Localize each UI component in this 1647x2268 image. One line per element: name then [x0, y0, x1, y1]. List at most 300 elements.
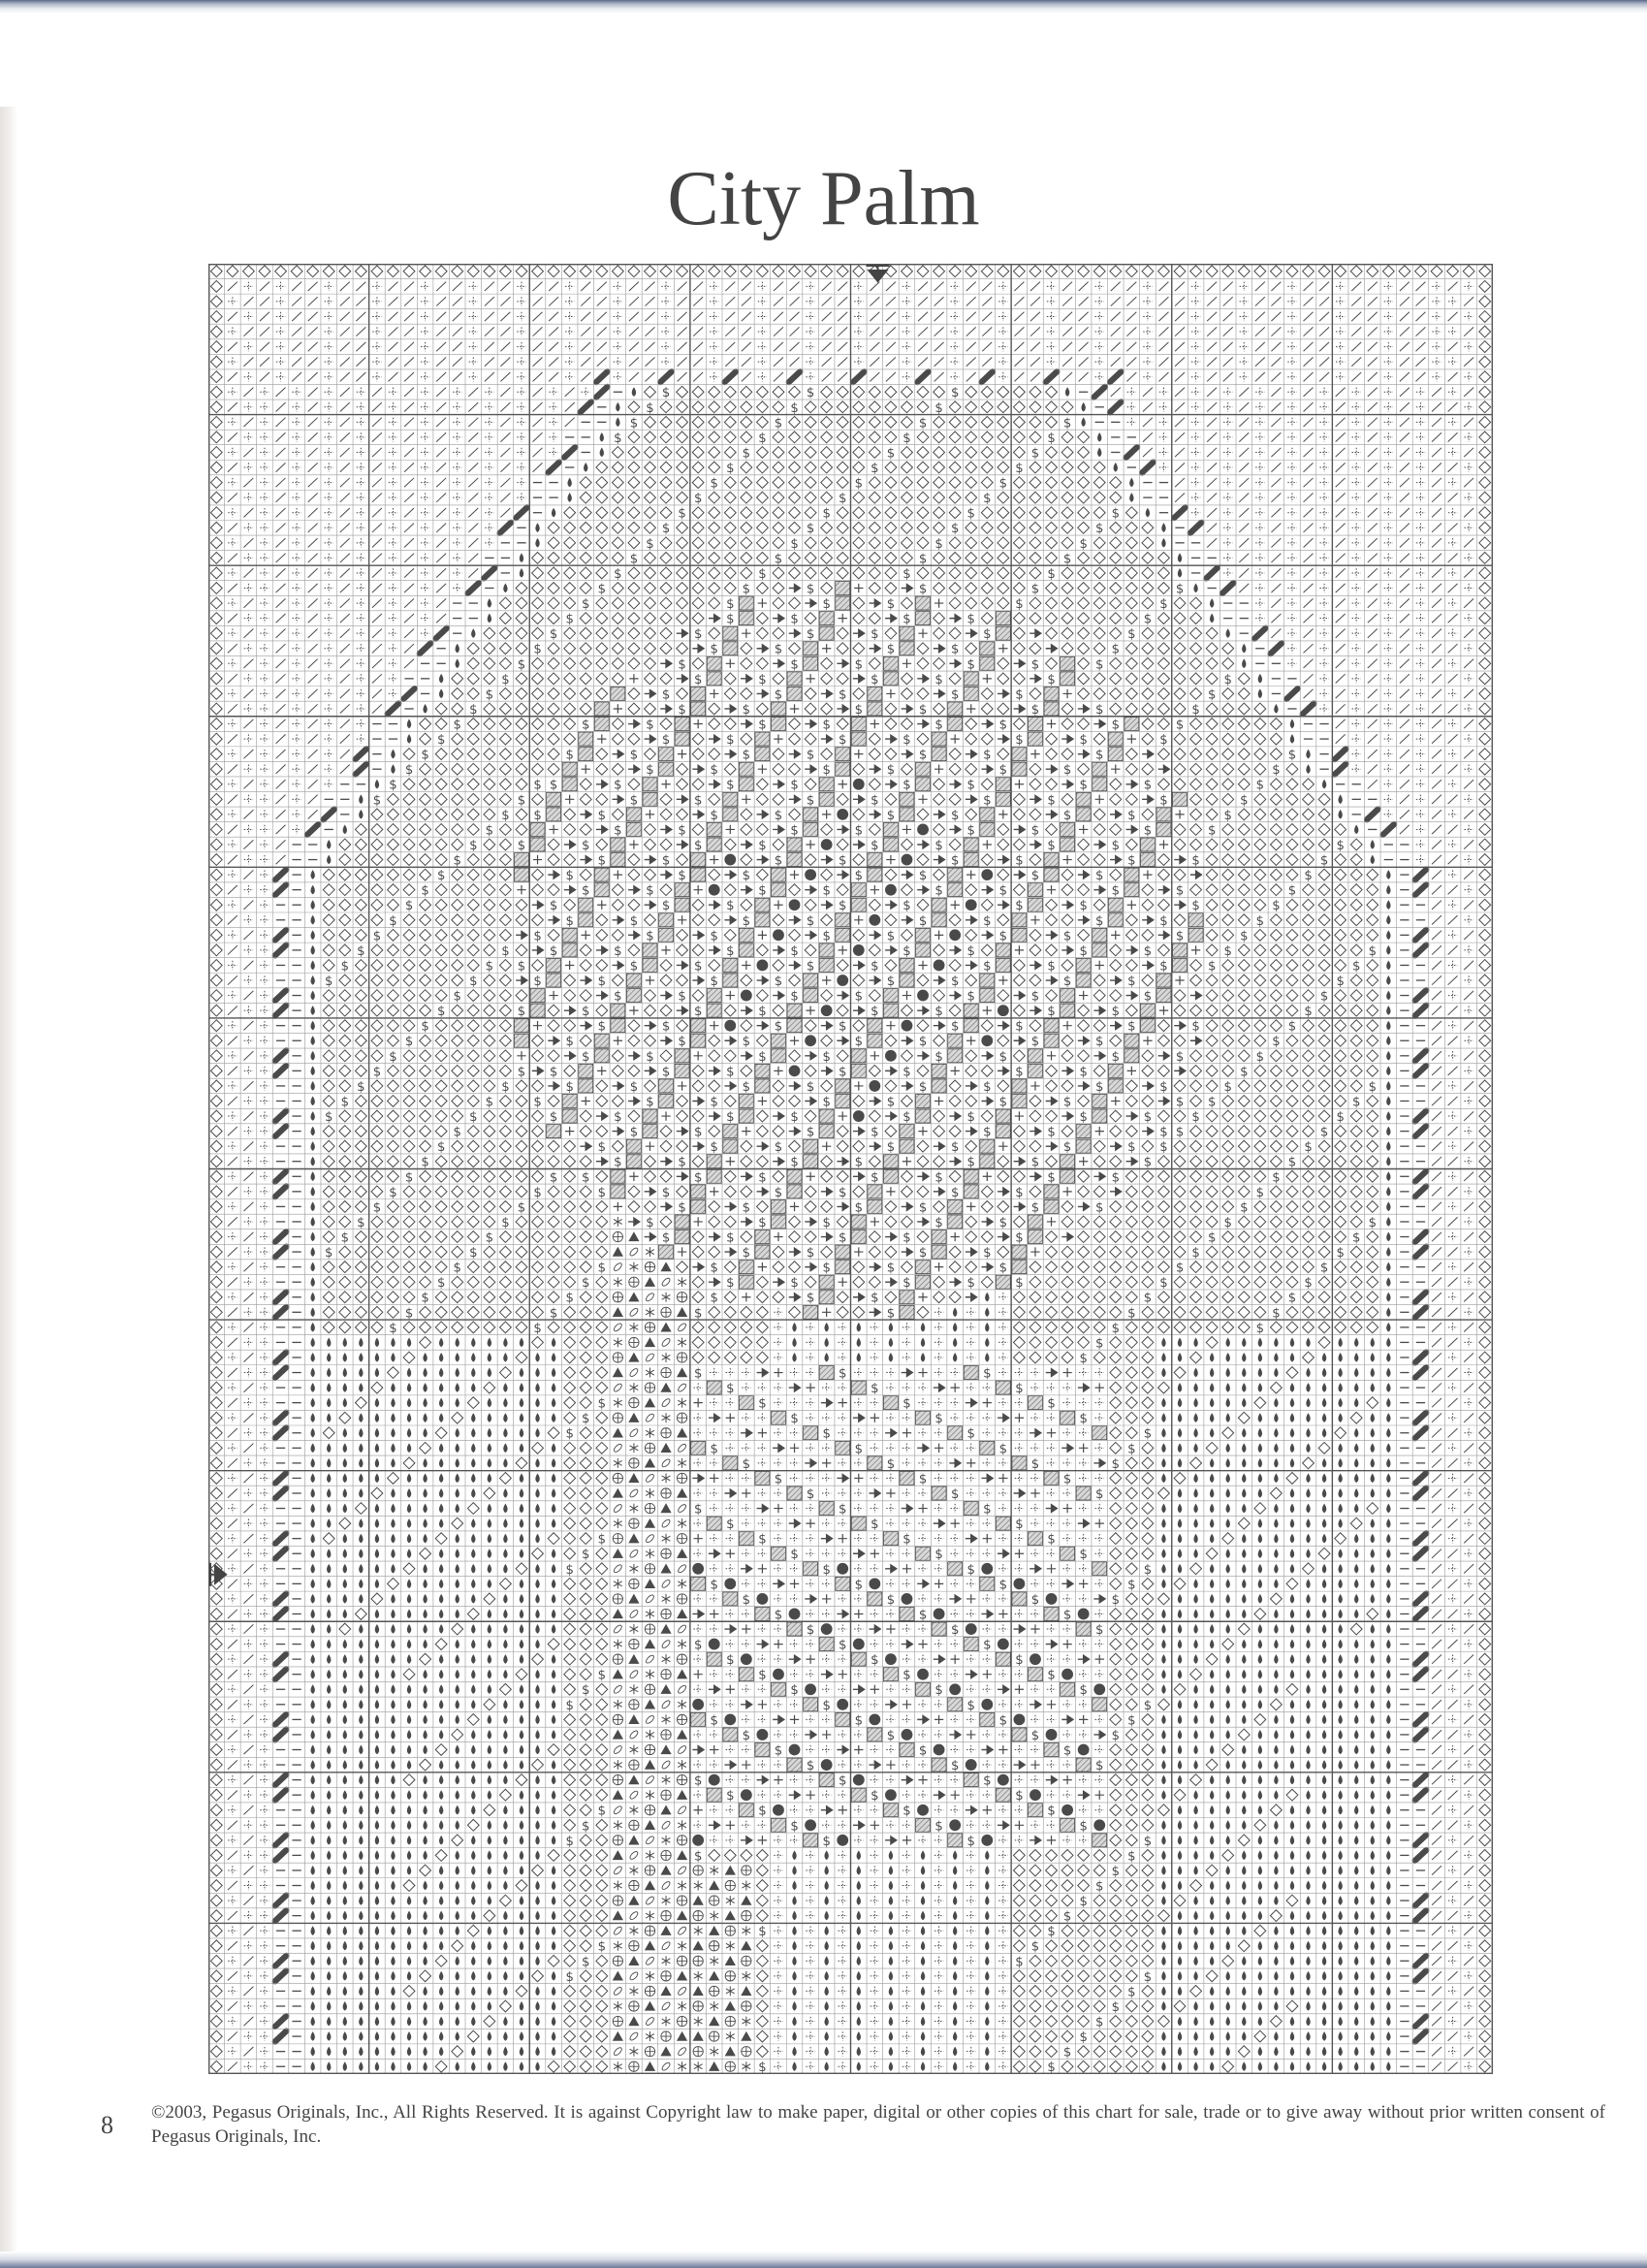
stitch-dollar: $	[629, 959, 639, 974]
stitch-hatched-square	[868, 702, 882, 716]
stitch-filled-circle	[885, 1050, 897, 1062]
stitch-hatched-square	[659, 762, 674, 776]
stitch-hatched-square	[851, 883, 866, 897]
stitch-dollar: $	[1062, 1140, 1072, 1156]
stitch-hatched-square	[594, 868, 609, 881]
stitch-dollar: $	[614, 943, 622, 959]
stitch-dollar: $	[758, 838, 767, 853]
stitch-dollar: $	[549, 627, 558, 643]
stitch-dollar: $	[1095, 1035, 1104, 1050]
stitch-hatched-square	[723, 642, 738, 655]
stitch-hatched-square	[900, 974, 914, 987]
stitch-hatched-square	[626, 808, 641, 821]
stitch-dollar: $	[1319, 1125, 1329, 1140]
stitch-hatched-square	[900, 1125, 914, 1138]
stitch-dollar: $	[453, 989, 461, 1005]
stitch-hatched-square	[1076, 1139, 1091, 1153]
stitch-dollar: $	[1111, 1049, 1120, 1065]
stitch-hatched-square	[659, 748, 674, 761]
stitch-dollar: $	[1143, 612, 1153, 627]
page-title: City Palm	[667, 156, 980, 241]
stitch-hatched-square	[787, 838, 802, 851]
stitch-dollar: $	[646, 400, 654, 416]
stitch-dollar: $	[597, 582, 606, 597]
stitch-hatched-square	[1012, 762, 1027, 776]
stitch-dollar: $	[774, 974, 783, 989]
stitch-dollar: $	[726, 597, 735, 613]
stitch-dollar: $	[1368, 943, 1377, 959]
stitch-hatched-square	[626, 1139, 641, 1153]
stitch-hatched-square	[996, 958, 1010, 972]
stitch-hatched-square	[1140, 1019, 1155, 1033]
stitch-filled-circle	[724, 854, 736, 866]
stitch-dollar: $	[998, 763, 1008, 779]
stitch-hatched-square	[643, 943, 657, 957]
stitch-hatched-square	[675, 883, 689, 897]
stitch-dollar: $	[966, 1155, 975, 1170]
stitch-dollar: $	[871, 959, 879, 974]
stitch-hatched-square	[980, 822, 995, 836]
stitch-hatched-square	[1028, 732, 1042, 746]
stitch-dollar: $	[1223, 808, 1232, 823]
stitch-hatched-square	[964, 838, 978, 851]
stitch-dollar: $	[1287, 1155, 1297, 1170]
stitch-dollar: $	[726, 1110, 735, 1126]
stitch-hatched-square	[514, 853, 528, 867]
stitch-dollar: $	[646, 883, 654, 899]
stitch-dollar: $	[742, 582, 751, 597]
stitch-dollar: $	[1062, 929, 1072, 944]
stitch-dollar: $	[1047, 959, 1056, 974]
stitch-dollar: $	[839, 1065, 847, 1080]
stitch-dollar: $	[918, 582, 928, 597]
stitch-hatched-square	[579, 748, 593, 761]
stitch-hatched-square	[1076, 958, 1091, 972]
stitch-dollar: $	[903, 431, 911, 446]
stitch-filled-circle	[949, 929, 961, 941]
stitch-dollar: $	[549, 1110, 558, 1126]
stitch-dollar: $	[436, 1140, 446, 1156]
stitch-hatched-square	[996, 943, 1010, 957]
stitch-dollar: $	[1079, 943, 1088, 959]
stitch-dollar: $	[678, 702, 686, 718]
stitch-hatched-square	[883, 656, 898, 670]
stitch-dollar: $	[389, 1049, 397, 1065]
stitch-hatched-square	[755, 748, 770, 761]
stitch-dollar: $	[693, 1005, 703, 1020]
stitch-dollar: $	[629, 1125, 639, 1140]
stitch-hatched-square	[755, 1064, 770, 1077]
stitch-dollar: $	[950, 1019, 960, 1035]
stitch-hatched-square	[804, 656, 818, 670]
stitch-dollar: $	[806, 1125, 815, 1140]
stitch-dollar: $	[950, 974, 960, 989]
stitch-dollar: $	[517, 838, 526, 853]
stitch-hatched-square	[1173, 958, 1188, 972]
stitch-hatched-square	[562, 928, 577, 942]
stitch-dollar: $	[950, 522, 960, 537]
stitch-dollar: $	[1319, 989, 1329, 1005]
stitch-hatched-square	[530, 822, 545, 836]
stitch-dollar: $	[678, 1200, 686, 1216]
stitch-dollar: $	[1015, 1065, 1024, 1080]
stitch-dollar: $	[886, 597, 896, 613]
stitch-dollar: $	[661, 1185, 671, 1200]
stitch-dollar: $	[983, 959, 992, 974]
stitch-dollar: $	[1111, 883, 1120, 899]
stitch-hatched-square	[868, 1185, 882, 1198]
stitch-dollar: $	[629, 416, 639, 431]
stitch-hatched-square	[1061, 822, 1075, 836]
stitch-dollar: $	[357, 1079, 365, 1095]
stitch-hatched-square	[691, 687, 706, 700]
stitch-filled-circle	[837, 974, 848, 986]
stitch-hatched-square	[964, 687, 978, 700]
stitch-hatched-square	[883, 989, 898, 1003]
stitch-hatched-square	[804, 642, 818, 655]
stitch-dollar: $	[726, 612, 735, 627]
stitch-dollar: $	[421, 1155, 429, 1170]
stitch-hatched-square	[1044, 1019, 1059, 1033]
stitch-filled-circle	[724, 1020, 736, 1032]
stitch-dollar: $	[903, 943, 911, 959]
stitch-hatched-square	[804, 822, 818, 836]
stitch-hatched-square	[739, 1109, 753, 1123]
stitch-dollar: $	[918, 869, 928, 884]
stitch-dollar: $	[597, 808, 606, 823]
stitch-hatched-square	[1044, 1034, 1059, 1047]
stitch-hatched-square	[1012, 1079, 1027, 1093]
stitch-dollar: $	[661, 522, 671, 537]
stitch-hatched-square	[851, 1049, 866, 1063]
stitch-hatched-square	[1140, 838, 1155, 851]
stitch-dollar: $	[983, 748, 992, 763]
stitch-dollar: $	[806, 748, 815, 763]
stitch-dollar: $	[1240, 793, 1249, 809]
scan-edge-left	[0, 107, 17, 2268]
stitch-dollar: $	[1223, 1079, 1232, 1095]
stitch-dollar: $	[806, 522, 815, 537]
stitch-dollar: $	[1030, 702, 1040, 718]
stitch-hatched-square	[916, 1095, 931, 1108]
stitch-dollar: $	[726, 778, 735, 793]
stitch-dollar: $	[1336, 974, 1345, 989]
stitch-dollar: $	[565, 869, 574, 884]
stitch-filled-circle	[853, 779, 865, 790]
stitch-hatched-square	[836, 748, 850, 761]
stitch-dollar: $	[886, 446, 896, 462]
stitch-dollar: $	[629, 913, 639, 929]
stitch-dollar: $	[966, 506, 975, 522]
stitch-hatched-square	[739, 1095, 753, 1108]
stitch-hatched-square	[836, 928, 850, 942]
stitch-hatched-square	[868, 853, 882, 867]
stitch-dollar: $	[1015, 733, 1024, 749]
stitch-dollar: $	[1319, 853, 1329, 869]
stitch-dollar: $	[742, 702, 751, 718]
stitch-dollar: $	[421, 1019, 429, 1035]
stitch-dollar: $	[549, 778, 558, 793]
stitch-hatched-square	[883, 672, 898, 686]
stitch-dollar: $	[1336, 1110, 1345, 1126]
stitch-dollar: $	[950, 642, 960, 657]
stitch-hatched-square	[771, 1034, 785, 1047]
stitch-hatched-square	[530, 838, 545, 851]
stitch-hatched-square	[1093, 1095, 1107, 1108]
stitch-filled-circle	[837, 809, 848, 820]
stitch-dollar: $	[1287, 1019, 1297, 1035]
stitch-dollar: $	[998, 476, 1008, 492]
stitch-hatched-square	[1076, 974, 1091, 987]
stitch-dollar: $	[597, 1185, 606, 1200]
stitch-dollar: $	[453, 1125, 461, 1140]
stitch-hatched-square	[932, 748, 946, 761]
stitch-dollar: $	[1030, 657, 1040, 673]
stitch-dollar: $	[822, 597, 831, 613]
stitch-dollar: $	[966, 657, 975, 673]
stitch-dollar: $	[854, 823, 863, 839]
stitch-dollar: $	[998, 1049, 1008, 1065]
stitch-dollar: $	[934, 672, 943, 687]
stitch-dollar: $	[436, 733, 446, 749]
stitch-dollar: $	[950, 1185, 960, 1200]
stitch-hatched-square	[948, 883, 963, 897]
stitch-hatched-square	[739, 762, 753, 776]
stitch-dollar: $	[1047, 1170, 1056, 1186]
stitch-dollar: $	[1304, 869, 1313, 884]
stitch-hatched-square	[1108, 913, 1123, 927]
stitch-dollar: $	[903, 733, 911, 749]
stitch-dollar: $	[340, 959, 349, 974]
stitch-dollar: $	[614, 431, 622, 446]
stitch-dollar: $	[614, 1110, 622, 1126]
stitch-dollar: $	[1015, 853, 1024, 869]
stitch-dollar: $	[614, 1155, 622, 1170]
stitch-hatched-square	[804, 974, 818, 987]
stitch-dollar: $	[1272, 899, 1281, 914]
stitch-dollar: $	[693, 793, 703, 809]
stitch-hatched-square	[659, 928, 674, 942]
stitch-dollar: $	[453, 853, 461, 869]
stitch-hatched-square	[996, 1125, 1010, 1138]
stitch-hatched-square	[964, 672, 978, 686]
stitch-dollar: $	[1272, 1170, 1281, 1186]
stitch-dollar: $	[404, 763, 414, 779]
stitch-dollar: $	[1191, 1019, 1200, 1035]
stitch-dollar: $	[646, 1095, 654, 1110]
stitch-dollar: $	[1047, 838, 1056, 853]
stitch-dollar: $	[1240, 1065, 1249, 1080]
stitch-dollar: $	[597, 974, 606, 989]
stitch-dollar: $	[742, 869, 751, 884]
stitch-dollar: $	[854, 1155, 863, 1170]
stitch-dollar: $	[614, 823, 622, 839]
stitch-hatched-square	[787, 1004, 802, 1017]
stitch-hatched-square	[1173, 792, 1188, 806]
stitch-dollar: $	[742, 446, 751, 462]
stitch-filled-circle	[805, 869, 816, 880]
stitch-hatched-square	[1044, 868, 1059, 881]
stitch-hatched-square	[883, 1004, 898, 1017]
stitch-dollar: $	[565, 1035, 574, 1050]
stitch-hatched-square	[707, 1169, 721, 1183]
stitch-hatched-square	[1012, 1095, 1027, 1108]
stitch-dollar: $	[758, 1170, 767, 1186]
stitch-dollar: $	[790, 612, 799, 627]
stitch-dollar: $	[886, 763, 896, 779]
stitch-hatched-square	[1061, 672, 1075, 686]
stitch-dollar: $	[790, 778, 799, 793]
stitch-dollar: $	[806, 386, 815, 401]
stitch-dollar: $	[886, 929, 896, 944]
stitch-hatched-square	[1093, 1109, 1107, 1123]
stitch-hatched-square	[643, 1109, 657, 1123]
stitch-dollar: $	[806, 627, 815, 643]
stitch-dollar: $	[934, 838, 943, 853]
stitch-dollar: $	[325, 974, 333, 989]
stitch-hatched-square	[787, 853, 802, 867]
stitch-dollar: $	[950, 808, 960, 823]
stitch-filled-circle	[917, 824, 929, 836]
stitch-dollar: $	[533, 1185, 542, 1200]
stitch-hatched-square	[836, 596, 850, 610]
stitch-hatched-square	[643, 778, 657, 791]
stitch-dollar: $	[822, 506, 831, 522]
stitch-dollar: $	[1095, 869, 1104, 884]
stitch-hatched-square	[980, 974, 995, 987]
stitch-dollar: $	[661, 1019, 671, 1035]
stitch-hatched-square	[691, 1185, 706, 1198]
stitch-hatched-square	[964, 1019, 978, 1033]
stitch-dollar: $	[1352, 1095, 1361, 1110]
stitch-hatched-square	[1156, 974, 1171, 987]
stitch-hatched-square	[1140, 853, 1155, 867]
stitch-hatched-square	[739, 943, 753, 957]
stitch-dollar: $	[485, 959, 494, 974]
stitch-hatched-square	[739, 928, 753, 942]
stitch-hatched-square	[916, 778, 931, 791]
stitch-hatched-square	[691, 1019, 706, 1033]
stitch-dollar: $	[597, 1019, 606, 1035]
stitch-filled-circle	[773, 929, 784, 941]
stitch-dollar: $	[903, 899, 911, 914]
stitch-dollar: $	[806, 959, 815, 974]
stitch-dollar: $	[1015, 1019, 1024, 1035]
stitch-dollar: $	[1030, 989, 1040, 1005]
stitch-hatched-square	[514, 1019, 528, 1033]
stitch-dollar: $	[1287, 748, 1297, 763]
stitch-dollar: $	[774, 1019, 783, 1035]
stitch-hatched-square	[787, 1019, 802, 1033]
stitch-dollar: $	[918, 416, 928, 431]
stitch-dollar: $	[934, 400, 943, 416]
stitch-hatched-square	[964, 1004, 978, 1017]
stitch-dollar: $	[918, 552, 928, 567]
stitch-dollar: $	[404, 1035, 414, 1050]
stitch-hatched-square	[530, 1004, 545, 1017]
stitch-hatched-square	[980, 1139, 995, 1153]
stitch-dollar: $	[934, 1170, 943, 1186]
stitch-hatched-square	[594, 718, 609, 731]
stitch-hatched-square	[1124, 1034, 1139, 1047]
chart-grid	[208, 264, 1493, 2074]
stitch-dollar: $	[629, 552, 639, 567]
stitch-dollar: $	[1255, 1185, 1265, 1200]
stitch-hatched-square	[579, 898, 593, 911]
stitch-filled-circle	[934, 960, 945, 972]
stitch-hatched-square	[980, 989, 995, 1003]
stitch-dollar: $	[661, 386, 671, 401]
stitch-dollar: $	[582, 883, 590, 899]
stitch-dollar: $	[1336, 838, 1345, 853]
stitch-hatched-square	[851, 1064, 866, 1077]
stitch-hatched-square	[819, 626, 834, 640]
stitch-hatched-square	[916, 1109, 931, 1123]
stitch-hatched-square	[675, 732, 689, 746]
stitch-dollar: $	[839, 853, 847, 869]
stitch-dollar: $	[357, 943, 365, 959]
stitch-hatched-square	[579, 1079, 593, 1093]
stitch-dollar: $	[1030, 823, 1040, 839]
stitch-hatched-square	[691, 702, 706, 716]
stitch-dollar: $	[1175, 1049, 1185, 1065]
stitch-dollar: $	[839, 733, 847, 749]
stitch-hatched-square	[1108, 1079, 1123, 1093]
stitch-hatched-square	[1124, 868, 1139, 881]
stitch-dollar: $	[806, 582, 815, 597]
scan-edge-bottom	[0, 2252, 1647, 2268]
stitch-hatched-square	[755, 898, 770, 911]
stitch-dollar: $	[517, 1005, 526, 1020]
stitch-dollar: $	[661, 1065, 671, 1080]
stitch-filled-circle	[821, 1005, 833, 1016]
stitch-dollar: $	[517, 1065, 526, 1080]
stitch-dollar: $	[998, 718, 1008, 733]
stitch-dollar: $	[678, 657, 686, 673]
stitch-hatched-square	[964, 1185, 978, 1198]
stitch-dollar: $	[774, 687, 783, 703]
stitch-hatched-square	[1061, 989, 1075, 1003]
stitch-hatched-square	[707, 989, 721, 1003]
stitch-dollar: $	[549, 943, 558, 959]
stitch-dollar: $	[918, 1035, 928, 1050]
stitch-dollar: $	[983, 1125, 992, 1140]
stitch-dollar: $	[1047, 1005, 1056, 1020]
stitch-hatched-square	[804, 1139, 818, 1153]
stitch-dollar: $	[404, 899, 414, 914]
stitch-dollar: $	[710, 974, 718, 989]
stitch-hatched-square	[1044, 1185, 1059, 1198]
stitch-dollar: $	[485, 687, 494, 703]
stitch-dollar: $	[1175, 1095, 1185, 1110]
stitch-dollar: $	[934, 1005, 943, 1020]
stitch-dollar: $	[1159, 1079, 1168, 1095]
stitch-hatched-square	[723, 808, 738, 821]
stitch-hatched-square	[755, 732, 770, 746]
stitch-hatched-square	[1156, 822, 1171, 836]
stitch-dollar: $	[934, 1049, 943, 1065]
stitch-dollar: $	[582, 838, 590, 853]
stitch-dollar: $	[1175, 1125, 1185, 1140]
stitch-hatched-square	[1156, 989, 1171, 1003]
stitch-hatched-square	[900, 958, 914, 972]
stitch-dollar: $	[1175, 582, 1185, 597]
stitch-dollar: $	[582, 1005, 590, 1020]
stitch-hatched-square	[900, 626, 914, 640]
stitch-hatched-square	[594, 883, 609, 897]
stitch-dollar: $	[806, 793, 815, 809]
stitch-dollar: $	[918, 748, 928, 763]
